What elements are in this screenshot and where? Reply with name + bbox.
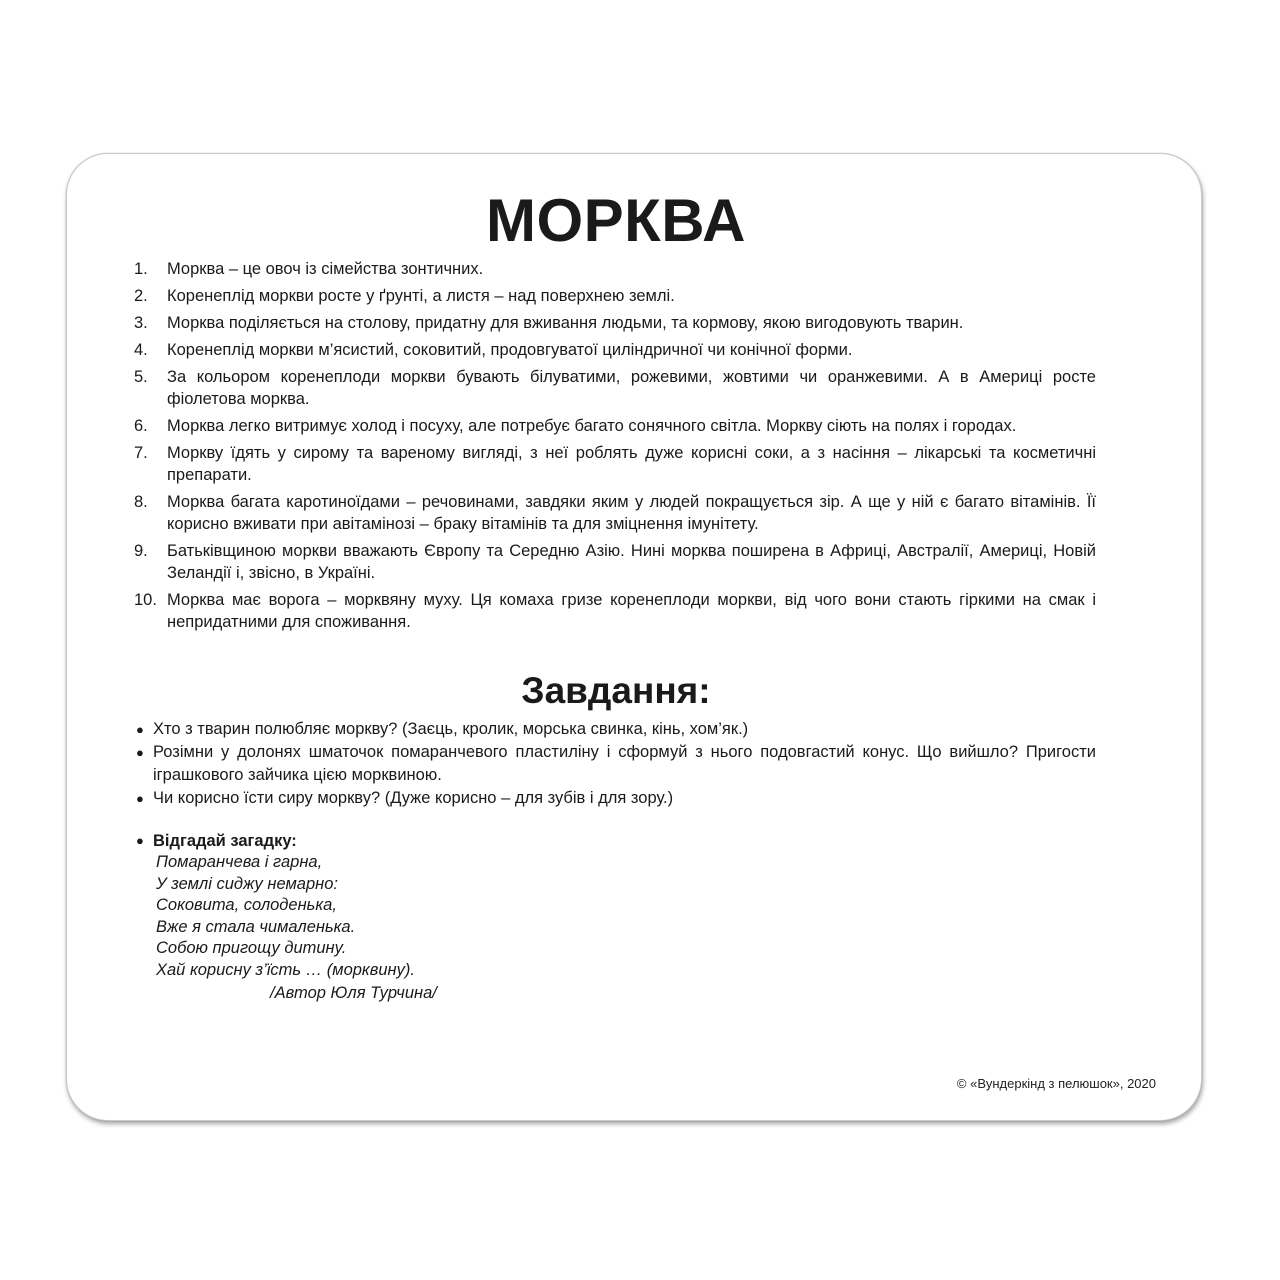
riddle-line: Помаранчева і гарна, [156, 853, 323, 871]
task-text: Хто з тварин полюбляє моркву? (Заєць, кролик, морська свинка, кінь, хом’як.) [153, 720, 749, 738]
list-item [134, 312, 1096, 334]
bullet-icon: ● [136, 791, 144, 806]
list-item [134, 415, 1096, 437]
riddle-heading-text: Відгадай загадку: [153, 832, 297, 850]
task-text: Розімни у долонях шматочок помаранчевого пластиліну і сформуй з нього подовгастий конус. Що вийшло? Пригости іграшкового зайчика цією морквиною. [153, 743, 1096, 784]
item-text: За кольором коренеплоди моркви бувають білуватими, рожевими, жовтими чи оранжевими. А в Америці росте фіолетова морква. [167, 368, 1096, 408]
item-number: 3. [134, 314, 148, 332]
task-item [136, 787, 1096, 810]
item-number: 2. [134, 287, 148, 305]
item-number: 8. [134, 493, 148, 511]
list-item [134, 491, 1096, 535]
item-text: Коренеплід моркви росте у ґрунті, а листя – над поверхнею землі. [167, 287, 675, 305]
item-text: Морква багата каротиноїдами – речовинами, завдяки яким у людей покращується зір. А ще у ній є багато вітамінів. Її корисно вживати при авітамінозі – браку вітамінів та для зміцнення імунітету. [167, 493, 1096, 533]
riddle-poem [136, 852, 636, 982]
task-item [136, 741, 1096, 787]
list-item [134, 540, 1096, 584]
item-number: 10. [134, 591, 157, 609]
item-number: 9. [134, 542, 148, 560]
list-item [134, 589, 1096, 633]
item-number: 1. [134, 260, 148, 278]
item-text: Батьківщиною моркви вважають Європу та Середню Азію. Нині морква поширена в Африці, Австралії, Америці, Новій Зеландії і, звісно, в Україні. [167, 542, 1096, 582]
riddle-line: Соковита, солоденька, [156, 896, 337, 915]
item-number: 4. [134, 341, 148, 359]
tasks-heading: Завдання: [521, 670, 711, 711]
item-text: Морква поділяється на столову, придатну для вживання людьми, та кормову, якою вигодовують тварин. [167, 314, 964, 332]
riddle-heading [136, 830, 636, 852]
copyright: © «Вундеркінд з пелюшок», 2020 [956, 1076, 1156, 1091]
item-number: 7. [134, 444, 148, 462]
list-item [134, 285, 1096, 307]
item-text: Моркву їдять у сирому та вареному вигляді, з неї роблять дуже корисні соки, а з насіння – лікарські та косметичні препарати. [167, 444, 1096, 484]
list-item [134, 258, 1096, 280]
page-title: МОРКВА [486, 187, 746, 254]
list-item [134, 442, 1096, 486]
riddle-line: Собою пригощу дитину. [156, 939, 347, 958]
tasks-list [136, 718, 1096, 810]
riddle-line: Хай корисну з’їсть … (морквину). [156, 960, 415, 979]
riddle-author: /Автор Юля Турчина/ [270, 983, 437, 1002]
bullet-icon: ● [136, 833, 144, 848]
list-item [134, 339, 1096, 361]
riddle-line: У землі сиджу немарно: [156, 874, 338, 893]
riddle-section [136, 830, 636, 1004]
bullet-icon: ● [136, 722, 144, 737]
list-item [134, 366, 1096, 410]
item-text: Морква – це овоч із сімейства зонтичних. [167, 260, 484, 278]
task-item [136, 718, 1096, 741]
task-text: Чи корисно їсти сиру моркву? (Дуже корисно – для зубів і для зору.) [153, 789, 674, 807]
item-text: Морква має ворога – морквяну муху. Ця комаха гризе коренеплоди моркви, від чого вони стають гіркими на смак і непридатними для споживання. [167, 591, 1096, 631]
bullet-icon: ● [136, 745, 144, 760]
item-number: 5. [134, 368, 148, 386]
riddle-line: Вже я стала чималенька. [156, 917, 356, 936]
item-text: Коренеплід моркви м’ясистий, соковитий, продовгуватої циліндричної чи конічної форми. [167, 341, 853, 359]
item-text: Морква легко витримує холод і посуху, але потребує багато сонячного світла. Моркву сіють на полях і городах. [167, 417, 1017, 435]
item-number: 6. [134, 417, 148, 435]
facts-list [134, 258, 1096, 638]
